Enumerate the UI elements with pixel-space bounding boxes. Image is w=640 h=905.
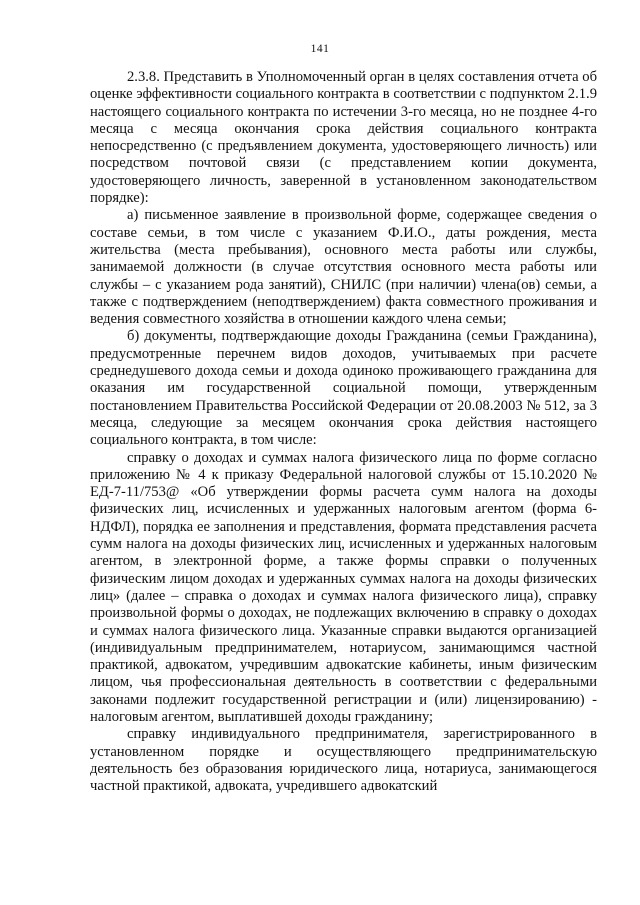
paragraph-item-b: б) документы, подтверждающие доходы Гражданина (семьи Гражданина), предусмотренные перечнем видов доходов, учитываемых при расчете среднедушевого дохода семьи и дохода одиноко проживающего гражданина для оказания им государственной социальной помощи, утвержденным постановлением Правительства Российской Федерации от 20.08.2003 № 512, за 3 месяца, следующие за месяцем окончания срока действия настоящего социального контракта, в том числе: [90,328,597,449]
document-body [90,69,597,795]
paragraph-income-certificate: справку о доходах и суммах налога физического лица по форме согласно приложению № 4 к приказу Федеральной налоговой службы от 15.10.2020 № ЕД-7-11/753@ «Об утверждении формы расчета сумм налога на доходы физических лиц, исчисленных и удержанных налоговым агентом (форма 6-НДФЛ), порядка ее заполнения и представления, формата представления расчета сумм налога на доходы физических лиц, исчисленных и удержанных налоговым агентом, в электронной форме, а также формы справки о полученных физическим лицом доходах и удержанных суммах налога на доходы физических лиц» (далее – справка о доходах и суммах налога физического лица), справку произвольной формы о доходах, не подлежащих включению в справку о доходах и суммах налога физического лица. Указанные справки выдаются организацией (индивидуальным предпринимателем, нотариусом, занимающимся частной практикой, адвокатом, учредившим адвокатские кабинеты, иным физическим лицом, чья профессиональная деятельность в соответствии с федеральными законами подлежит государственной регистрации и (или) лицензированию) - налоговым агентом, выплатившей доходы гражданину; [90,449,597,725]
paragraph-entrepreneur-certificate: справку индивидуального предпринимателя, зарегистрированного в установленном порядке и осуществляющего предпринимательскую деятельность без образования юридического лица, нотариуса, занимающегося частной практикой, адвоката, учредившего адвокатский [90,726,597,795]
page-number: 141 [310,43,330,55]
paragraph-item-a: а) письменное заявление в произвольной форме, содержащее сведения о составе семьи, в том числе с указанием Ф.И.О., даты рождения, места жительства (места пребывания), основного места работы или службы, занимаемой должности (в случае отсутствия основного места работы или службы – с указанием рода занятий), СНИЛС (при наличии) члена(ов) семьи, а также с подтверждением (неподтверждением) факта совместного проживания и ведения совместного хозяйства в отношении каждого члена семьи; [90,207,597,328]
paragraph-2-3-8: 2.3.8. Представить в Уполномоченный орган в целях составления отчета об оценке эффективности социального контракта в соответствии с подпунктом 2.1.9 настоящего социального контракта по истечении 3-го месяца, но не позднее 4-го месяца с месяца окончания срока действия социального контракта непосредственно (с предъявлением документа, удостоверяющего личность) или посредством почтовой связи (с представлением копии документа, удостоверяющего личность, заверенной в установленном законодательством порядке): [90,69,597,207]
